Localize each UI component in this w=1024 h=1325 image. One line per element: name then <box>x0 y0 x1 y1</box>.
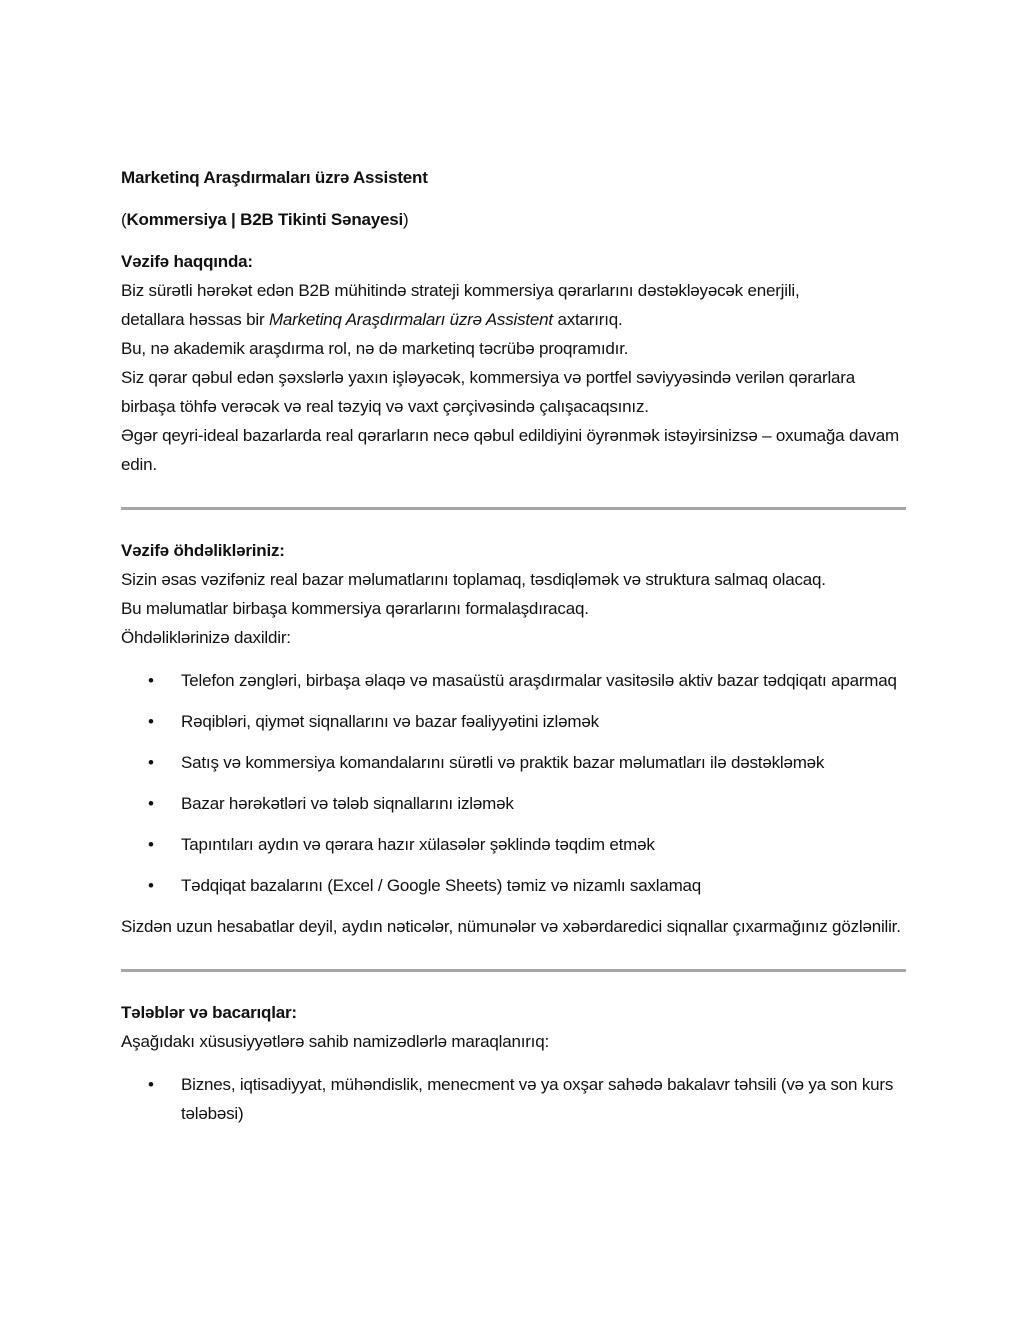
responsibilities-line-3: Öhdəliklərinizə daxildir: <box>121 628 291 647</box>
list-item <box>121 789 906 818</box>
horizontal-rule <box>121 507 906 510</box>
bullet-icon: • <box>148 1075 154 1094</box>
document-subtitle <box>121 205 906 234</box>
about-heading: Vəzifə haqqında: <box>121 252 253 271</box>
list-item <box>121 748 906 777</box>
requirements-list <box>121 1070 906 1128</box>
responsibilities-section <box>121 536 906 941</box>
about-section <box>121 247 906 479</box>
about-line-1: Biz sürətli hərəkət edən B2B mühitində strateji kommersiya qərarlarını dəstəkləyəcək enerjili, <box>121 281 800 300</box>
list-item-text: Tədqiqat bazalarını (Excel / Google Sheets) təmiz və nizamlı saxlamaq <box>181 876 702 895</box>
list-item-text: Tapıntıları aydın və qərara hazır xülasələr şəklində təqdim etmək <box>181 835 655 854</box>
about-line-2 <box>121 305 906 334</box>
bullet-icon: • <box>148 712 154 731</box>
requirements-heading: Tələblər və bacarıqlar: <box>121 1003 297 1022</box>
bullet-icon: • <box>148 835 154 854</box>
list-item <box>121 1070 906 1128</box>
about-line-4: Siz qərar qəbul edən şəxslərlə yaxın işləyəcək, kommersiya və portfel səviyyəsində verilən qərarlara birbaşa töhfə verəcək və real təzyiq və vaxt çərçivəsində çalışacaqsınız. <box>121 368 856 416</box>
subtitle-close-paren: ) <box>403 210 409 229</box>
responsibilities-line-1: Sizin əsas vəzifəniz real bazar məlumatlarını toplamaq, təsdiqləmək və struktura salmaq olacaq. <box>121 570 826 589</box>
document-page <box>121 163 906 1140</box>
subtitle-open-paren: ( <box>121 210 127 229</box>
list-item <box>121 871 906 900</box>
list-item <box>121 666 906 695</box>
about-line-3: Bu, nə akademik araşdırma rol, nə də marketinq təcrübə proqramıdır. <box>121 339 629 358</box>
responsibilities-list <box>121 666 906 900</box>
responsibilities-closing: Sizdən uzun hesabatlar deyil, aydın nəticələr, nümunələr və xəbərdaredici siqnallar çıxarmağınız gözlənilir. <box>121 917 901 936</box>
list-item-text: Rəqibləri, qiymət siqnallarını və bazar fəaliyyətini izləmək <box>181 712 599 731</box>
responsibilities-heading: Vəzifə öhdəlikləriniz: <box>121 541 285 560</box>
requirements-section <box>121 998 906 1128</box>
bullet-icon: • <box>148 876 154 895</box>
bullet-icon: • <box>148 671 154 690</box>
responsibilities-line-2: Bu məlumatlar birbaşa kommersiya qərarlarını formalaşdıracaq. <box>121 599 589 618</box>
requirements-intro: Aşağıdakı xüsusiyyətlərə sahib namizədlərlə maraqlanırıq: <box>121 1032 549 1051</box>
list-item <box>121 707 906 736</box>
list-item-text: Biznes, iqtisadiyyat, mühəndislik, menecment və ya oxşar sahədə bakalavr təhsili (və ya son kurs tələbəsi) <box>181 1075 894 1123</box>
about-line-5: Əgər qeyri-ideal bazarlarda real qərarların necə qəbul edildiyini öyrənmək istəyirsinizsə – oxumağa davam edin. <box>121 426 899 474</box>
horizontal-rule <box>121 969 906 972</box>
list-item-text: Telefon zəngləri, birbaşa əlaqə və masaüstü araşdırmalar vasitəsilə aktiv bazar tədqiqatı aparmaq <box>181 671 897 690</box>
bullet-icon: • <box>148 794 154 813</box>
about-line-2-italic: Marketinq Araşdırmaları üzrə Assistent <box>268 310 553 329</box>
list-item-text: Satış və kommersiya komandalarını sürətli və praktik bazar məlumatları ilə dəstəkləmək <box>181 753 825 772</box>
subtitle-text: Kommersiya | B2B Tikinti Sənayesi <box>126 210 404 229</box>
list-item-text: Bazar hərəkətləri və tələb siqnallarını izləmək <box>181 794 514 813</box>
about-line-2-prefix: detallara həssas bir <box>121 310 269 329</box>
list-item <box>121 830 906 859</box>
document-title: Marketinq Araşdırmaları üzrə Assistent <box>121 168 428 187</box>
bullet-icon: • <box>148 753 154 772</box>
about-line-2-suffix: axtarırıq. <box>552 310 623 329</box>
